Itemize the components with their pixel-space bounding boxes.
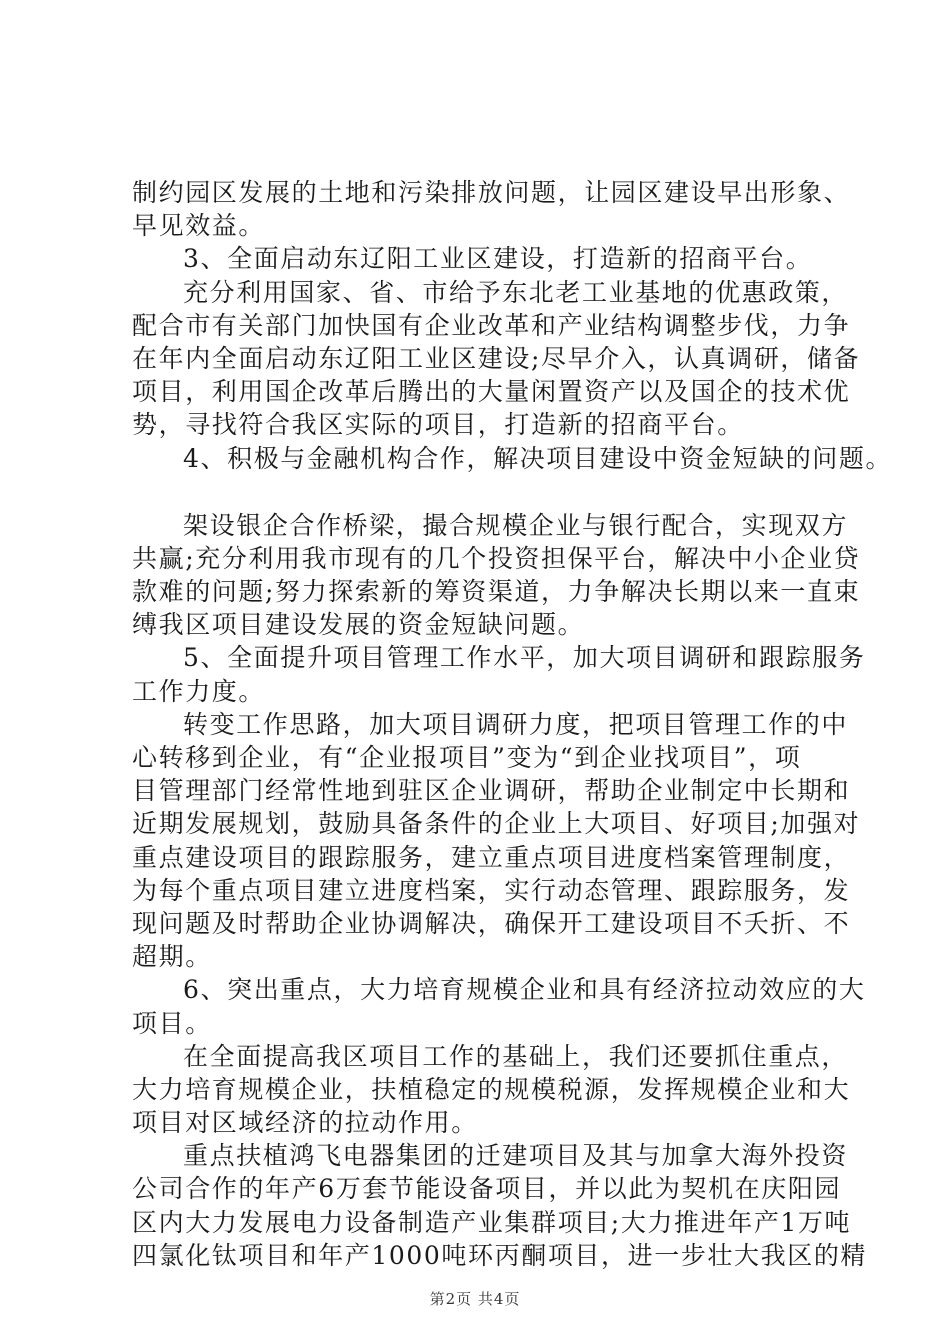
text-line: 公司合作的年产6万套节能设备项目，并以此为契机在庆阳园: [132, 1174, 842, 1204]
text-line: 配合市有关部门加快国有企业改革和产业结构调整步伐，力争: [132, 310, 851, 340]
text-line: 势，寻找符合我区实际的项目，打造新的招商平台。: [132, 410, 744, 440]
text-line: 重点扶植鸿飞电器集团的迁建项目及其与加拿大海外投资: [183, 1141, 849, 1171]
text-line: 项目对区域经济的拉动作用。: [132, 1108, 478, 1138]
text-line: 制约园区发展的土地和污染排放问题，让园区建设早出形象、: [132, 178, 851, 207]
text-line: 目管理部门经常性地到驻区企业调研，帮助企业制定中长期和: [132, 776, 851, 806]
text-line: 近期发展规划，鼓励具备条件的企业上大项目、好项目;加强对: [132, 809, 861, 839]
text-line: 区内大力发展电力设备制造产业集群项目;大力推进年产1万吨: [132, 1207, 852, 1237]
text-line: 现问题及时帮助企业协调解决，确保开工建设项目不夭折、不: [132, 908, 851, 938]
text-line: 项目。: [132, 1008, 212, 1038]
text-line: 架设银企合作桥梁，撮合规模企业与银行配合，实现双方: [183, 510, 849, 540]
text-line: 重点建设项目的跟踪服务，建立重点项目进度档案管理制度，: [132, 842, 851, 872]
section-heading: 5、全面提升项目管理工作水平，加大项目调研和跟踪服务: [183, 643, 866, 673]
document-body: [132, 176, 893, 1272]
text-line: 项目，利用国企改革后腾出的大量闲置资产以及国企的技术优: [132, 377, 851, 407]
text-line: 为每个重点项目建立进度档案，实行动态管理、跟踪服务，发: [132, 875, 851, 905]
text-line: 缚我区项目建设发展的资金短缺问题。: [132, 610, 585, 640]
text-line: 超期。: [132, 942, 212, 972]
text-line: 早见效益。: [132, 211, 266, 241]
text-line: 心转移到企业，有“企业报项目”变为“到企业找项目”，项: [132, 743, 802, 772]
text-line: 转变工作思路，加大项目调研力度，把项目管理工作的中: [183, 709, 849, 739]
section-heading: 3、全面启动东辽阳工业区建设，打造新的招商平台。: [183, 244, 813, 274]
text-line: 大力培育规模企业，扶植稳定的规模税源，发挥规模企业和大: [132, 1074, 851, 1104]
text-line: 款难的问题;努力探索新的筹资渠道，力争解决长期以来一直束: [132, 577, 861, 607]
text-line: 四氯化钛项目和年产1000吨环丙酮项目，进一步壮大我区的精: [132, 1240, 868, 1270]
text-line: 在全面提高我区项目工作的基础上，我们还要抓住重点，: [183, 1041, 849, 1071]
paragraph-gap: [132, 475, 832, 509]
section-heading: 4、积极与金融机构合作，解决项目建设中资金短缺的问题。: [183, 443, 893, 473]
page-number: 第2页 共4页: [429, 1290, 521, 1308]
text-line: 充分利用国家、省、市给予东北老工业基地的优惠政策，: [183, 277, 849, 307]
text-line: 工作力度。: [132, 676, 266, 706]
text-line: 共赢;充分利用我市现有的几个投资担保平台，解决中小企业贷: [132, 543, 861, 573]
section-heading: 6、突出重点，大力培育规模企业和具有经济拉动效应的大: [183, 975, 866, 1005]
text-line: 在年内全面启动东辽阳工业区建设;尽早介入，认真调研，储备: [132, 343, 861, 373]
